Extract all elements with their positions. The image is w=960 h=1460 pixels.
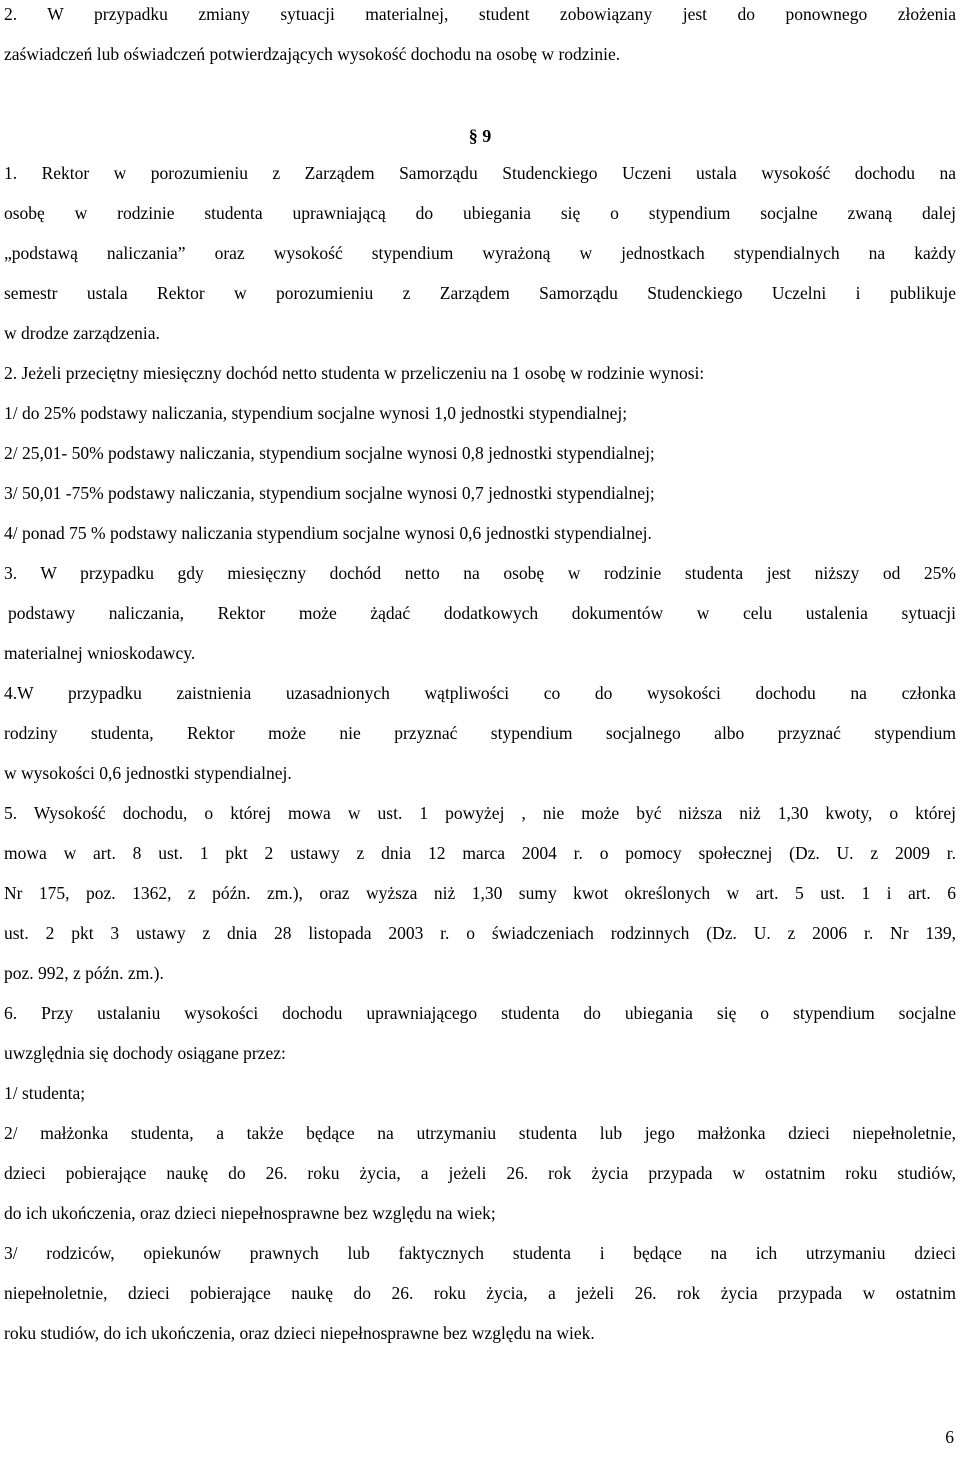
- text-line: 2. Jeżeli przeciętny miesięczny dochód netto studenta w przeliczeniu na 1 osobę w rodzinie wynosi:: [4, 363, 705, 383]
- text-line: poz. 992, z późn. zm.).: [4, 963, 164, 983]
- text-line: 1/ studenta;: [4, 1083, 86, 1103]
- text-line: zaświadczeń lub oświadczeń potwierdzających wysokość dochodu na osobę w rodzinie.: [4, 44, 621, 64]
- text-line: ust. 2 pkt 3 ustawy z dnia 28 listopada 2003 r. o świadczeniach rodzinnych (Dz. U. z 2006 r. Nr 139,: [4, 923, 956, 943]
- text-line: osobę w rodzinie studenta uprawniającą do ubiegania się o stypendium socjalne zwaną dalej: [4, 203, 956, 223]
- text-line: semestr ustala Rektor w porozumieniu z Zarządem Samorządu Studenckiego Uczelni i publikuje: [4, 283, 956, 303]
- text-line: 5. Wysokość dochodu, o której mowa w ust. 1 powyżej , nie może być niższa niż 1,30 kwoty, o której: [4, 803, 956, 823]
- text-line: materialnej wnioskodawcy.: [4, 643, 196, 663]
- text-line: 4/ ponad 75 % podstawy naliczania stypendium socjalne wynosi 0,6 jednostki stypendialnej.: [4, 523, 652, 543]
- text-line: w drodze zarządzenia.: [4, 323, 160, 343]
- text-line: „podstawą naliczania” oraz wysokość stypendium wyrażoną w jednostkach stypendialnych na każdy: [4, 243, 956, 263]
- text-line: Nr 175, poz. 1362, z późn. zm.), oraz wyższa niż 1,30 sumy kwot określonych w art. 5 ust. 1 i art. 6: [4, 883, 956, 903]
- section-heading: § 9: [468, 126, 492, 146]
- text-line: 1. Rektor w porozumieniu z Zarządem Samorządu Studenckiego Uczeni ustala wysokość dochodu na: [4, 163, 956, 183]
- text-line: rodziny studenta, Rektor może nie przyznać stypendium socjalnego albo przyznać stypendium: [4, 723, 956, 743]
- text-line: 6. Przy ustalaniu wysokości dochodu uprawniającego studenta do ubiegania się o stypendium socjalne: [4, 1003, 956, 1023]
- text-line: uwzględnia się dochody osiągane przez:: [4, 1043, 286, 1063]
- text-line: 1/ do 25% podstawy naliczania, stypendium socjalne wynosi 1,0 jednostki stypendialnej;: [4, 403, 628, 423]
- text-line: dzieci pobierające naukę do 26. roku życia, a jeżeli 26. rok życia przypada w ostatnim roku studiów,: [4, 1163, 956, 1183]
- text-line: w wysokości 0,6 jednostki stypendialnej.: [4, 763, 292, 783]
- text-line: 2/ 25,01- 50% podstawy naliczania, stypendium socjalne wynosi 0,8 jednostki stypendialnej;: [4, 443, 655, 463]
- text-line: 2. W przypadku zmiany sytuacji materialnej, student zobowiązany jest do ponownego złożenia: [4, 4, 956, 24]
- text-line: mowa w art. 8 ust. 1 pkt 2 ustawy z dnia 12 marca 2004 r. o pomocy społecznej (Dz. U. z 2009 r.: [4, 843, 956, 863]
- text-line: 4.W przypadku zaistnienia uzasadnionych wątpliwości co do wysokości dochodu na członka: [4, 683, 956, 703]
- text-line: 3. W przypadku gdy miesięczny dochód netto na osobę w rodzinie studenta jest niższy od 25%: [4, 563, 956, 583]
- text-line: roku studiów, do ich ukończenia, oraz dzieci niepełnosprawne bez względu na wiek.: [4, 1323, 595, 1343]
- page-number: 6: [945, 1427, 954, 1447]
- text-line: 2/ małżonka studenta, a także będące na utrzymaniu studenta lub jego małżonka dzieci niepełnoletnie,: [4, 1123, 956, 1143]
- text-line: do ich ukończenia, oraz dzieci niepełnosprawne bez względu na wiek;: [4, 1203, 496, 1223]
- text-line: 3/ 50,01 -75% podstawy naliczania, stypendium socjalne wynosi 0,7 jednostki stypendialnej;: [4, 483, 655, 503]
- text-line: 3/ rodziców, opiekunów prawnych lub faktycznych studenta i będące na ich utrzymaniu dzieci: [4, 1243, 956, 1263]
- text-line: niepełnoletnie, dzieci pobierające naukę do 26. roku życia, a jeżeli 26. rok życia przypada w ostatnim: [4, 1283, 956, 1303]
- text-line: podstawy naliczania, Rektor może żądać dodatkowych dokumentów w celu ustalenia sytuacji: [8, 603, 956, 623]
